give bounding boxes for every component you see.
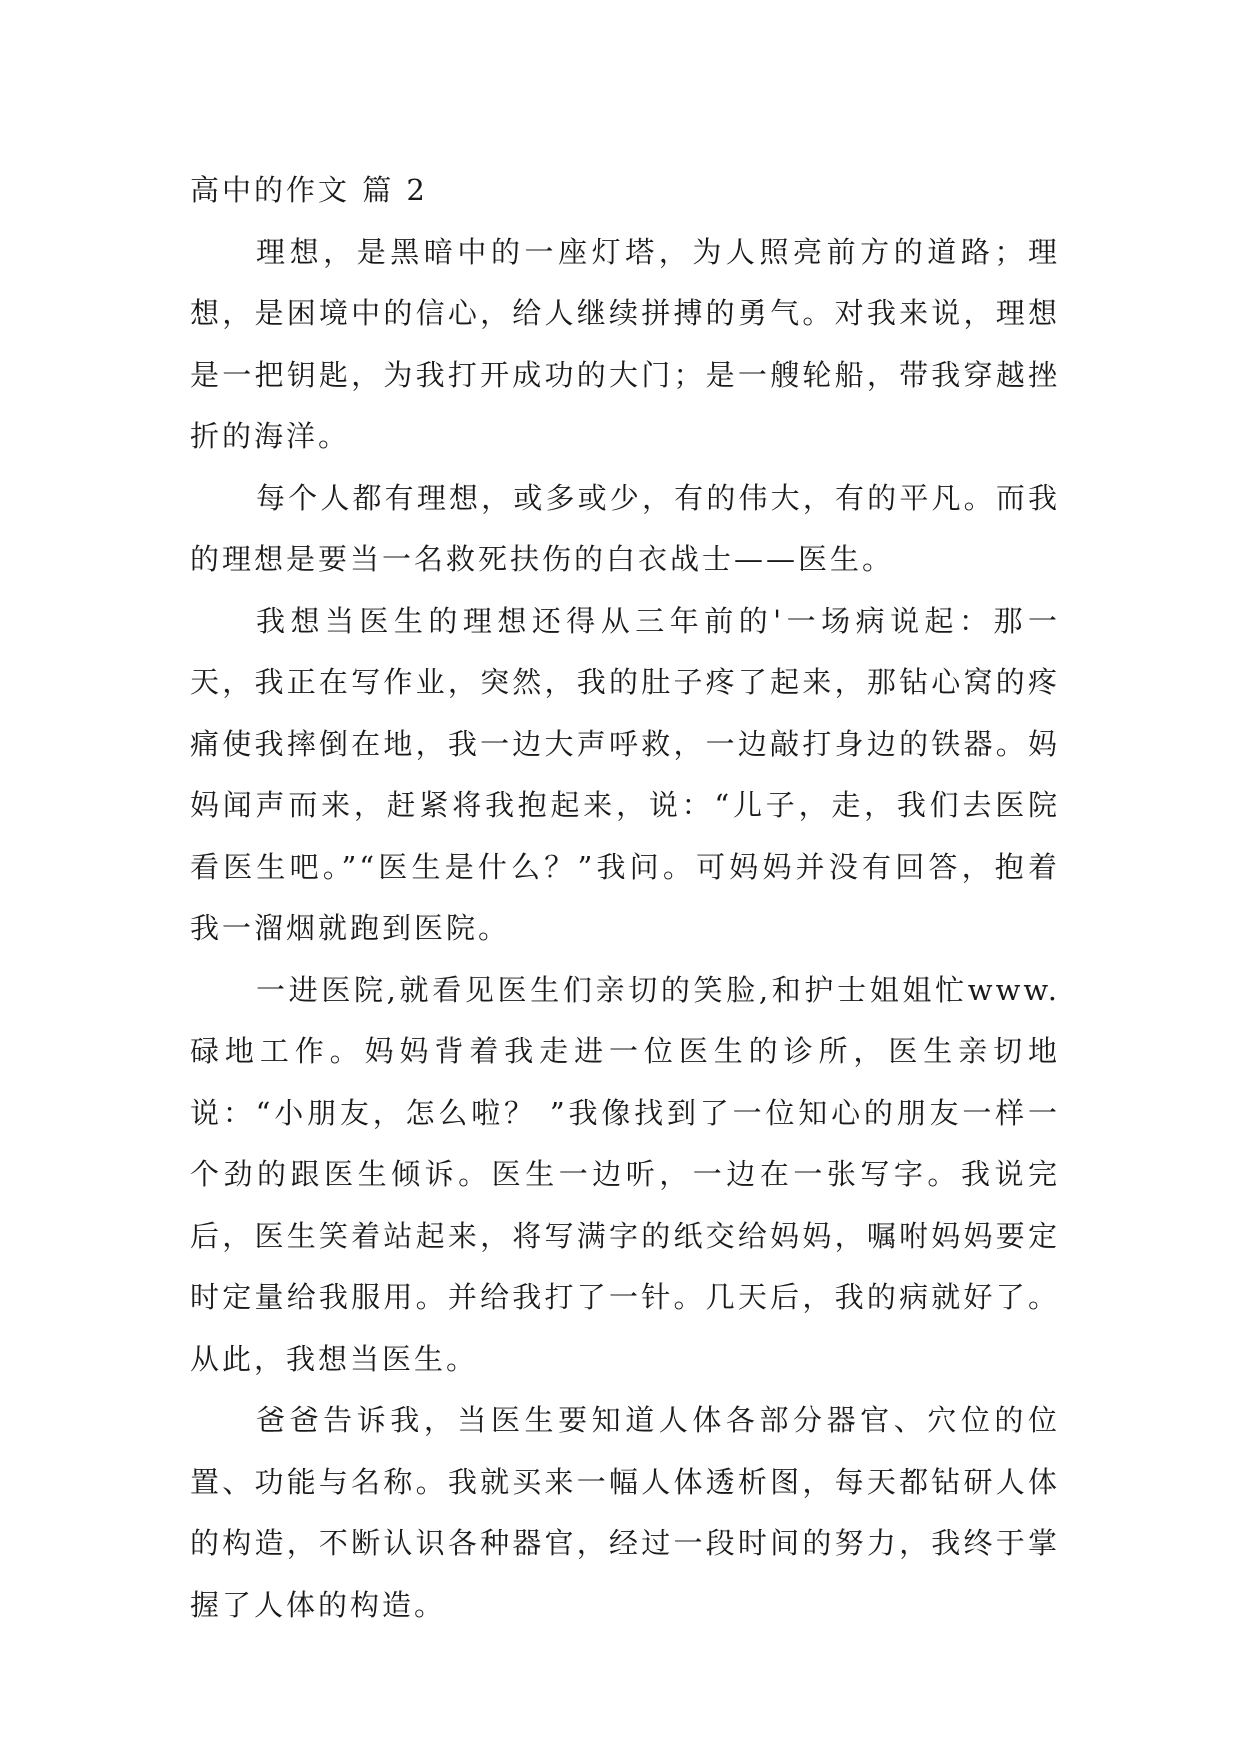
paragraph-2: 每个人都有理想，或多或少，有的伟大，有的平凡。而我的理想是要当一名救死扶伤的白衣战士——医生。 (190, 480, 1060, 576)
essay-body (190, 160, 1060, 1636)
paragraph-4: 一进医院,就看见医生们亲切的笑脸,和护士姐姐忙www.碌地工作。妈妈背着我走进一位医生的诊所，医生亲切地说：“小朋友，怎么啦？ ”我像找到了一位知心的朋友一样一个劲的跟医生倾诉。医生一边听，一边在一张写字。我说完后，医生笑着站起来，将写满字的纸交给妈妈，嘱咐妈妈要定时定量给我服用。并给我打了一针。几天后，我的病就好了。从此，我想当医生。 (190, 972, 1060, 1376)
paragraph-3: 我想当医生的理想还得从三年前的'一场病说起：那一天，我正在写作业，突然，我的肚子疼了起来，那钻心窝的疼痛使我摔倒在地，我一边大声呼救，一边敲打身边的铁器。妈妈闻声而来，赶紧将我抱起来，说：“儿子，走，我们去医院看医生吧。”“医生是什么？”我问。可妈妈并没有回答，抱着我一溜烟就跑到医院。 (190, 603, 1060, 945)
essay-title: 高中的作文 篇 2 (190, 173, 428, 207)
paragraph-1: 理想，是黑暗中的一座灯塔，为人照亮前方的道路；理想，是困境中的信心，给人继续拼搏的勇气。对我来说，理想是一把钥匙，为我打开成功的大门；是一艘轮船，带我穿越挫折的海洋。 (190, 234, 1060, 453)
paragraph-5: 爸爸告诉我，当医生要知道人体各部分器官、穴位的位置、功能与名称。我就买来一幅人体透析图，每天都钻研人体的构造，不断认识各种器官，经过一段时间的努力，我终于掌握了人体的构造。 (190, 1403, 1060, 1622)
